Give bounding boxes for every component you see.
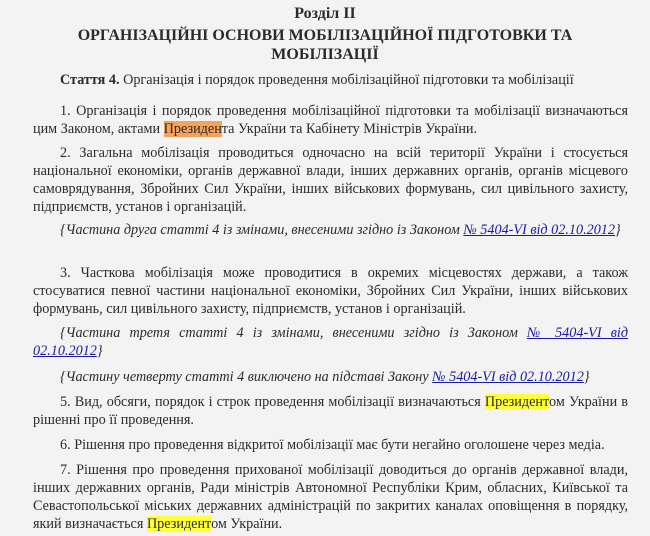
paragraph-7-text-end: ом України. xyxy=(211,516,283,532)
paragraph-6: 6. Рішення про проведення відкритої мобілізації має бути негайно оголошене через медіа. xyxy=(60,437,605,453)
search-highlight: Президент xyxy=(484,394,550,410)
paragraph-7-text: 7. Рішення про проведення прихованої мобілізації доводиться до органів державної влади, інших державних органів, Ради міністрів Автономної Республіки Крим, обласних, Київської та Севастопольської міських державних адміністрацій по закритих каналах оповіщення в порядку, який визначається xyxy=(33,462,628,532)
section-number: Розділ II xyxy=(294,5,356,22)
law-link-1[interactable]: № 5404-VI від 02.10.2012 xyxy=(463,222,615,238)
paragraph-7 xyxy=(33,461,628,533)
amendment-note-2-text: {Частина третя статті 4 із змінами, внесеними згідно із Законом xyxy=(60,325,527,341)
amendment-note-3-end: } xyxy=(583,369,590,385)
article-label: Стаття 4. xyxy=(60,72,120,88)
paragraph-5-text: 5. Вид, обсяги, порядок і строк проведення мобілізації визначаються xyxy=(60,394,485,410)
amendment-note-2 xyxy=(33,324,628,360)
article-heading xyxy=(33,71,628,89)
amendment-note-1 xyxy=(33,221,628,239)
paragraph-1 xyxy=(33,102,628,138)
amendment-note-2-end: } xyxy=(96,343,103,359)
amendment-note-3-text: {Частину четверту статті 4 виключено на підставі Закону xyxy=(60,369,433,385)
section-title: ОРГАНІЗАЦІЙНІ ОСНОВИ МОБІЛІЗАЦІЙНОЇ ПІДГОТОВКИ ТА МОБІЛІЗАЦІЇ xyxy=(77,27,573,63)
paragraph-1-text: 1. Організація і порядок проведення мобілізаційної підготовки та мобілізації визначаються цим Законом, актами xyxy=(33,103,628,137)
law-link-2[interactable]: № 5404-VI від 02.10.2012 xyxy=(33,325,628,359)
amendment-note-1-end: } xyxy=(615,222,621,238)
paragraph-5 xyxy=(33,393,628,429)
paragraph-5-text-end: ом України в рішенні про її проведення. xyxy=(33,394,628,428)
search-highlight: Президент xyxy=(146,516,212,532)
paragraph-2: 2. Загальна мобілізація проводиться одночасно на всій території України і стосується національної економіки, органів державної влади, інших державних органів, органів місцевого самоврядування, Збройних Сил України, інших військових формувань, сил цивільного захисту, підприємств, установ і організацій. xyxy=(33,145,628,215)
paragraph-1-text-end: та України та Кабінету Міністрів України. xyxy=(221,121,478,137)
amendment-note-3 xyxy=(33,368,628,386)
amendment-note-1-text: {Частина друга статті 4 із змінами, внесеними згідно із Законом xyxy=(60,222,464,238)
paragraph-3: 3. Часткова мобілізація може проводитися в окремих місцевостях держави, а також стосуватися певної частини національної економіки, Збройних Сил України, інших військових формувань, сил цивільного захисту, підприємств, установ і організацій. xyxy=(33,265,628,317)
search-highlight: Президен xyxy=(163,121,222,137)
article-title: Організація і порядок проведення мобілізаційної підготовки та мобілізації xyxy=(119,72,574,88)
law-link-3[interactable]: № 5404-VI від 02.10.2012 xyxy=(432,369,584,385)
